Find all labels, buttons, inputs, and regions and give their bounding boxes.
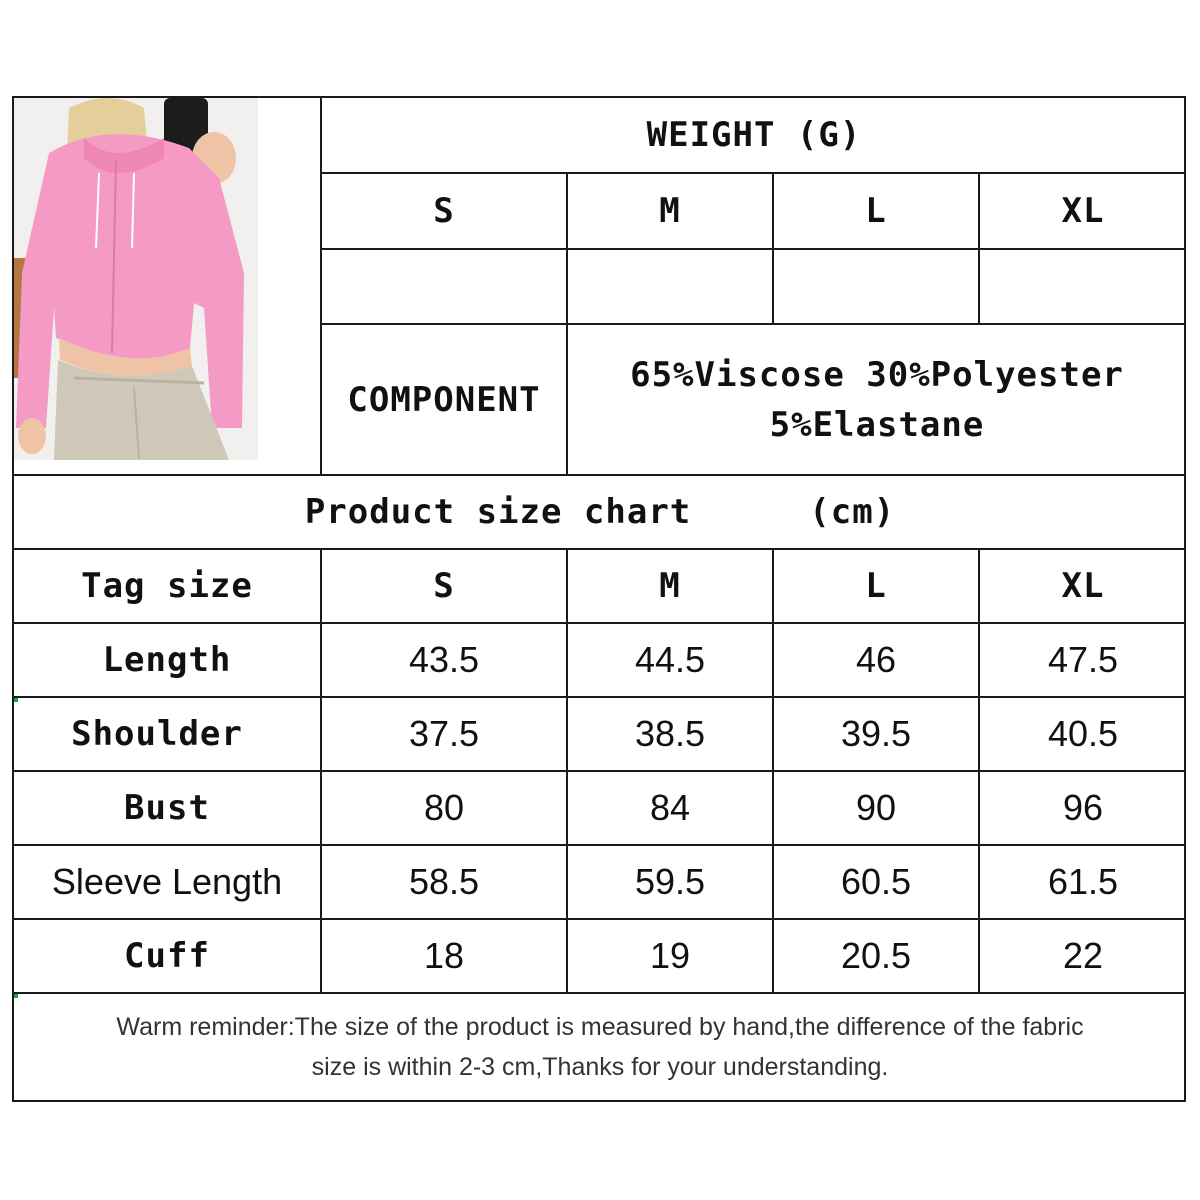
table-cell: 19 [649, 935, 691, 976]
table-cell: 96 [1062, 787, 1104, 828]
table-cell: 84 [649, 787, 691, 828]
model-illustration [14, 98, 258, 460]
table-cell: 44.5 [634, 639, 706, 680]
row-label-length: Length [102, 640, 232, 680]
weight-size-l: L [865, 191, 887, 231]
weight-size-xl: XL [1061, 191, 1105, 231]
table-cell: 20.5 [840, 935, 912, 976]
table-cell: 46 [855, 639, 897, 680]
warm-reminder-line-1: Warm reminder:The size of the product is measured by hand,the difference of the fabric [116, 1013, 1084, 1041]
weight-value-s [322, 250, 566, 323]
size-chart-title [14, 476, 1186, 548]
table-cell: 61.5 [1047, 861, 1119, 902]
tag-size-label: Tag size [81, 566, 253, 606]
warm-reminder [14, 994, 1186, 1100]
weight-title: WEIGHT (G) [646, 115, 862, 155]
table-cell: 39.5 [840, 713, 912, 754]
size-chart-sheet [12, 96, 1186, 1102]
weight-value-xl [980, 250, 1186, 323]
table-cell: 58.5 [408, 861, 480, 902]
table-cell: 38.5 [634, 713, 706, 754]
weight-size-s: S [433, 191, 455, 231]
table-cell: 60.5 [840, 861, 912, 902]
row-label-cuff: Cuff [124, 936, 210, 976]
table-cell: 90 [855, 787, 897, 828]
weight-value-m [568, 250, 772, 323]
table-cell: 43.5 [408, 639, 480, 680]
component-line-1: 65%Viscose 30%Polyester [630, 354, 1124, 395]
component-label: COMPONENT [347, 379, 541, 420]
component-value [568, 325, 1186, 474]
chart-size-s: S [433, 566, 455, 606]
row-label-shoulder: Shoulder [71, 714, 243, 754]
warm-reminder-line-2: size is within 2-3 cm,Thanks for your understanding. [311, 1053, 889, 1081]
table-cell: 40.5 [1047, 713, 1119, 754]
table-cell: 37.5 [408, 713, 480, 754]
size-chart-title-text: Product size chart [304, 492, 692, 532]
component-line-2: 5%Elastane [769, 404, 985, 445]
row-label-bust: Bust [124, 788, 210, 828]
product-photo [14, 98, 258, 460]
chart-size-l: L [865, 566, 887, 606]
weight-size-m: M [659, 191, 681, 231]
size-chart-unit: (cm) [809, 492, 896, 532]
chart-size-m: M [659, 566, 681, 606]
chart-size-xl: XL [1061, 566, 1105, 606]
table-cell: 80 [423, 787, 465, 828]
table-cell: 22 [1062, 935, 1104, 976]
weight-value-l [774, 250, 978, 323]
row-label-sleeve-length: Sleeve Length [51, 861, 283, 902]
table-cell: 47.5 [1047, 639, 1119, 680]
table-cell: 59.5 [634, 861, 706, 902]
table-cell: 18 [423, 935, 465, 976]
